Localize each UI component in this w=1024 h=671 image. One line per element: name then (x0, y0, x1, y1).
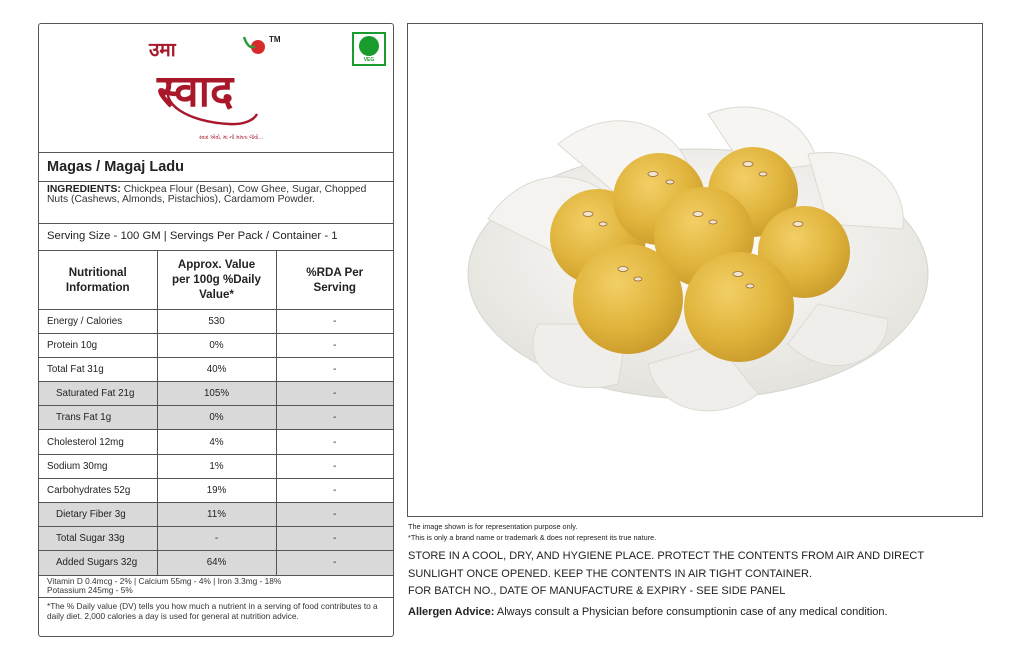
row-label: Carbohydrates 52g (39, 478, 157, 502)
nutrition-table (39, 251, 393, 576)
product-photo (407, 23, 983, 517)
table-row (39, 478, 393, 502)
product-title: Magas / Magaj Ladu (39, 153, 393, 182)
minerals-line-2: Potassium 245mg - 5% (47, 585, 133, 595)
row-value: 11% (157, 503, 276, 527)
row-rda: - (276, 430, 393, 454)
row-rda: - (276, 454, 393, 478)
row-value: 64% (157, 551, 276, 575)
row-rda: - (276, 406, 393, 430)
row-value: 19% (157, 478, 276, 502)
row-label: Dietary Fiber 3g (39, 503, 157, 527)
row-value: 40% (157, 357, 276, 381)
disclaimer-line-2: *This is only a brand name or trademark & does not represent its true nature. (408, 533, 657, 542)
row-label: Sodium 30mg (39, 454, 157, 478)
row-rda: - (276, 478, 393, 502)
row-label: Protein 10g (39, 333, 157, 357)
disclaimer-line-1: The image shown is for representation purpose only. (408, 522, 578, 531)
daily-value-note: *The % Daily value (DV) tells you how much a nutrient in a serving of food contributes to a daily diet. 2,000 calories a day is used for general at nutrition advice. (47, 601, 378, 621)
row-rda: - (276, 503, 393, 527)
row-rda: - (276, 382, 393, 406)
minerals-line-1: Vitamin D 0.4mcg - 2% | Calcium 55mg - 4% | Iron 3.3mg - 18% (47, 576, 282, 586)
row-value: 4% (157, 430, 276, 454)
row-label: Energy / Calories (39, 309, 157, 333)
ingredients-label: INGREDIENTS: (47, 184, 121, 195)
table-row (39, 454, 393, 478)
row-label: Cholesterol 12mg (39, 430, 157, 454)
row-value: 530 (157, 309, 276, 333)
header-rda: %RDA Per Serving (276, 251, 393, 309)
row-label: Saturated Fat 21g (39, 382, 157, 406)
row-rda: - (276, 309, 393, 333)
row-label: Total Fat 31g (39, 357, 157, 381)
table-row (39, 430, 393, 454)
allergen-label: Allergen Advice: (408, 606, 495, 618)
laddoo-plate-illustration (408, 24, 982, 516)
row-value: 0% (157, 406, 276, 430)
ingredients-block (39, 182, 393, 224)
row-value: 1% (157, 454, 276, 478)
header-approx-value: Approx. Value per 100g %Daily Value* (157, 251, 276, 309)
row-value: 105% (157, 382, 276, 406)
veg-mark-icon (352, 32, 386, 66)
table-row (39, 357, 393, 381)
row-value: - (157, 527, 276, 551)
row-rda: - (276, 551, 393, 575)
table-row (39, 503, 393, 527)
batch-info: FOR BATCH NO., DATE OF MANUFACTURE & EXPIRY - SEE SIDE PANEL (408, 585, 786, 597)
row-value: 0% (157, 333, 276, 357)
row-label: Total Sugar 33g (39, 527, 157, 551)
trademark-symbol: TM (269, 35, 281, 44)
brand-tagline: સ્વાદ એવો, માં ની મમતા જેવો... (199, 135, 264, 141)
table-row (39, 406, 393, 430)
row-rda: - (276, 357, 393, 381)
brand-logo-area (39, 24, 393, 153)
laddoo (684, 252, 794, 362)
allergen-advice (408, 606, 888, 618)
row-label: Added Sugars 32g (39, 551, 157, 575)
veg-dot (359, 36, 379, 56)
row-rda: - (276, 333, 393, 357)
table-row (39, 527, 393, 551)
storage-instructions: STORE IN A COOL, DRY, AND HYGIENE PLACE. PROTECT THE CONTENTS FROM AIR AND DIRECT SUNLIGHT ONCE OPENED. KEEP THE CONTENTS IN AIR TIGHT CONTAINER. (408, 550, 924, 580)
brand-prefix: उमा (149, 39, 176, 61)
header-nutritional-information: Nutritional Information (39, 251, 157, 309)
ingredients-text: Chickpea Flour (Besan), Cow Ghee, Sugar, Chopped Nuts (Cashews, Almonds, Pistachios), Cardamom Powder. (47, 184, 367, 206)
table-row (39, 333, 393, 357)
table-row (39, 382, 393, 406)
laddoo (573, 244, 683, 354)
photo-disclaimer (408, 521, 656, 543)
brand-name: स्वाद (157, 66, 234, 117)
minerals-block (39, 574, 393, 598)
table-row (39, 309, 393, 333)
veg-label: VEG (363, 56, 375, 63)
row-rda: - (276, 527, 393, 551)
brand-logo (39, 24, 393, 152)
serving-size: Serving Size - 100 GM | Servings Per Pack / Container - 1 (39, 224, 393, 251)
table-row (39, 551, 393, 575)
nutrition-header-row (39, 251, 393, 309)
nutrition-label-panel (38, 23, 394, 637)
allergen-text: Always consult a Physician before consumptionin case of any medical condition. (496, 606, 888, 618)
row-label: Trans Fat 1g (39, 406, 157, 430)
